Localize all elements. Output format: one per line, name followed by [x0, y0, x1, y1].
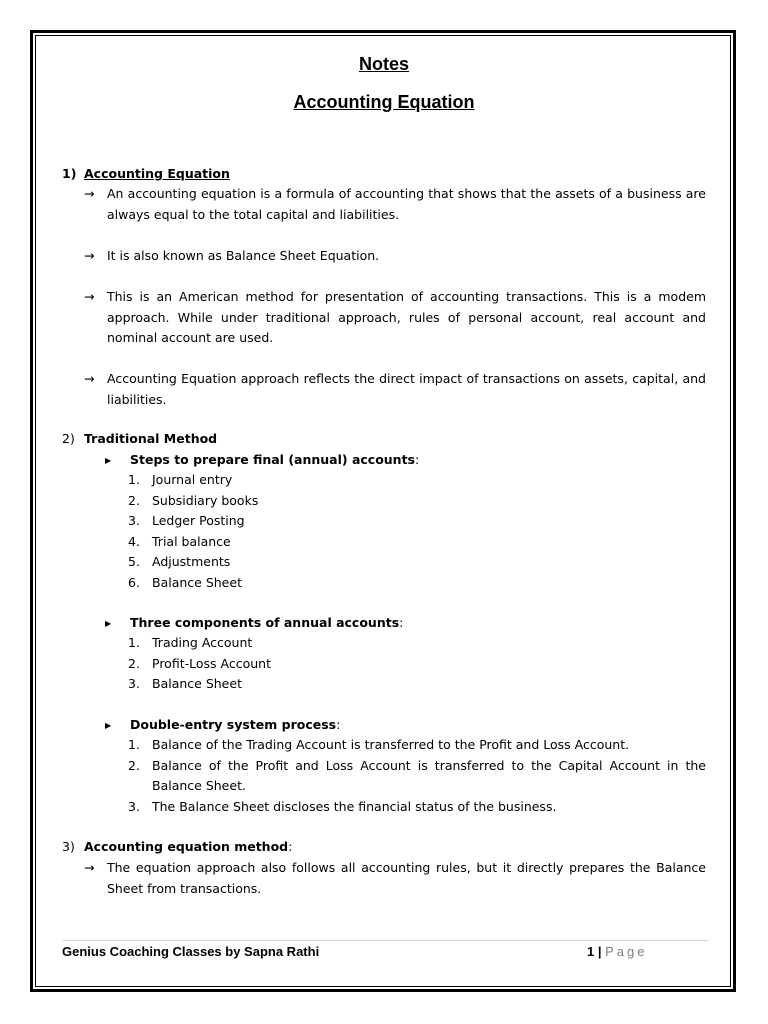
point-text: An accounting equation is a formula of accounting that shows that the assets of a business are always equal to the total capital and liabilities. [107, 186, 706, 222]
section-2-title: Traditional Method [84, 431, 218, 446]
list-item: 1. Journal entry [128, 472, 233, 487]
arrow-icon: → [84, 289, 95, 304]
group-3-title: Double-entry system process [130, 717, 337, 732]
triangle-bullet-icon: ▶ [105, 619, 112, 628]
group-2-heading: ▶ Three components of annual accounts: [105, 615, 404, 630]
section-1-number: 1) [62, 166, 77, 181]
point-text: The equation approach also follows all accounting rules, but it directly prepares the Balance Sheet from transactions. [107, 860, 706, 896]
arrow-icon: → [84, 186, 95, 201]
arrow-icon: → [84, 371, 95, 386]
group-3-heading: ▶ Double-entry system process: [105, 717, 341, 732]
section-2-number: 2) [62, 431, 75, 446]
section-3-heading: 3) Accounting equation method: [62, 839, 293, 854]
group-1-list [128, 470, 706, 593]
list-item: 3. Balance Sheet [128, 676, 242, 691]
list-item: 4. Trial balance [128, 533, 231, 549]
list-item: 2. Profit-Loss Account [128, 655, 271, 671]
group-1-title: Steps to prepare final (annual) accounts [130, 452, 415, 467]
list-item: 6. Balance Sheet [128, 574, 242, 590]
list-item: 1. Trading Account [128, 635, 253, 650]
footer-page-indicator: 1 | Page [587, 944, 648, 959]
section-1-point-2 [84, 246, 706, 267]
section-1-point-3 [84, 287, 706, 349]
section-3-number: 3) [62, 839, 75, 854]
group-2-title: Three components of annual accounts [130, 615, 400, 630]
section-1-title: Accounting Equation [84, 166, 230, 181]
section-1-point-1 [84, 184, 706, 225]
point-text: This is an American method for presentation of accounting transactions. This is a modem approach. While under traditional approach, rules of personal account, real account and nominal account are used. [107, 289, 706, 345]
group-1-heading: ▶ Steps to prepare final (annual) accounts: [105, 452, 420, 467]
page-label: Page [605, 944, 648, 959]
page-number: 1 [587, 944, 595, 959]
page-subtitle: Accounting Equation [293, 92, 475, 112]
section-1-heading [62, 166, 230, 181]
list-item: 5. Adjustments [128, 554, 231, 569]
triangle-bullet-icon: ▶ [105, 721, 112, 730]
section-2-heading [62, 431, 217, 446]
point-text: It is also known as Balance Sheet Equation. [107, 248, 380, 263]
arrow-icon: → [84, 860, 95, 875]
list-item: 2. Subsidiary books [128, 492, 259, 508]
section-3-title: Accounting equation method [84, 839, 289, 854]
list-item: 3. Ledger Posting [128, 513, 245, 528]
footer-institute: Genius Coaching Classes by Sapna Rathi [62, 944, 320, 959]
triangle-bullet-icon: ▶ [105, 456, 112, 465]
arrow-icon: → [84, 248, 95, 263]
list-item: 3. The Balance Sheet discloses the financial status of the business. [128, 798, 557, 814]
group-3-list [128, 735, 706, 817]
group-2-list [128, 633, 706, 695]
list-item: 1. Balance of the Trading Account is transferred to the Profit and Loss Account. [128, 737, 630, 752]
section-1-point-4 [84, 369, 706, 410]
section-3-point-1 [84, 858, 706, 899]
page-title: Notes [358, 54, 409, 74]
list-item: 2. Balance of the Profit and Loss Account is transferred to the Capital Account in the Balance Sheet. [128, 757, 706, 793]
footer-divider [62, 940, 708, 941]
point-text: Accounting Equation approach reflects the direct impact of transactions on assets, capital, and liabilities. [107, 371, 706, 407]
